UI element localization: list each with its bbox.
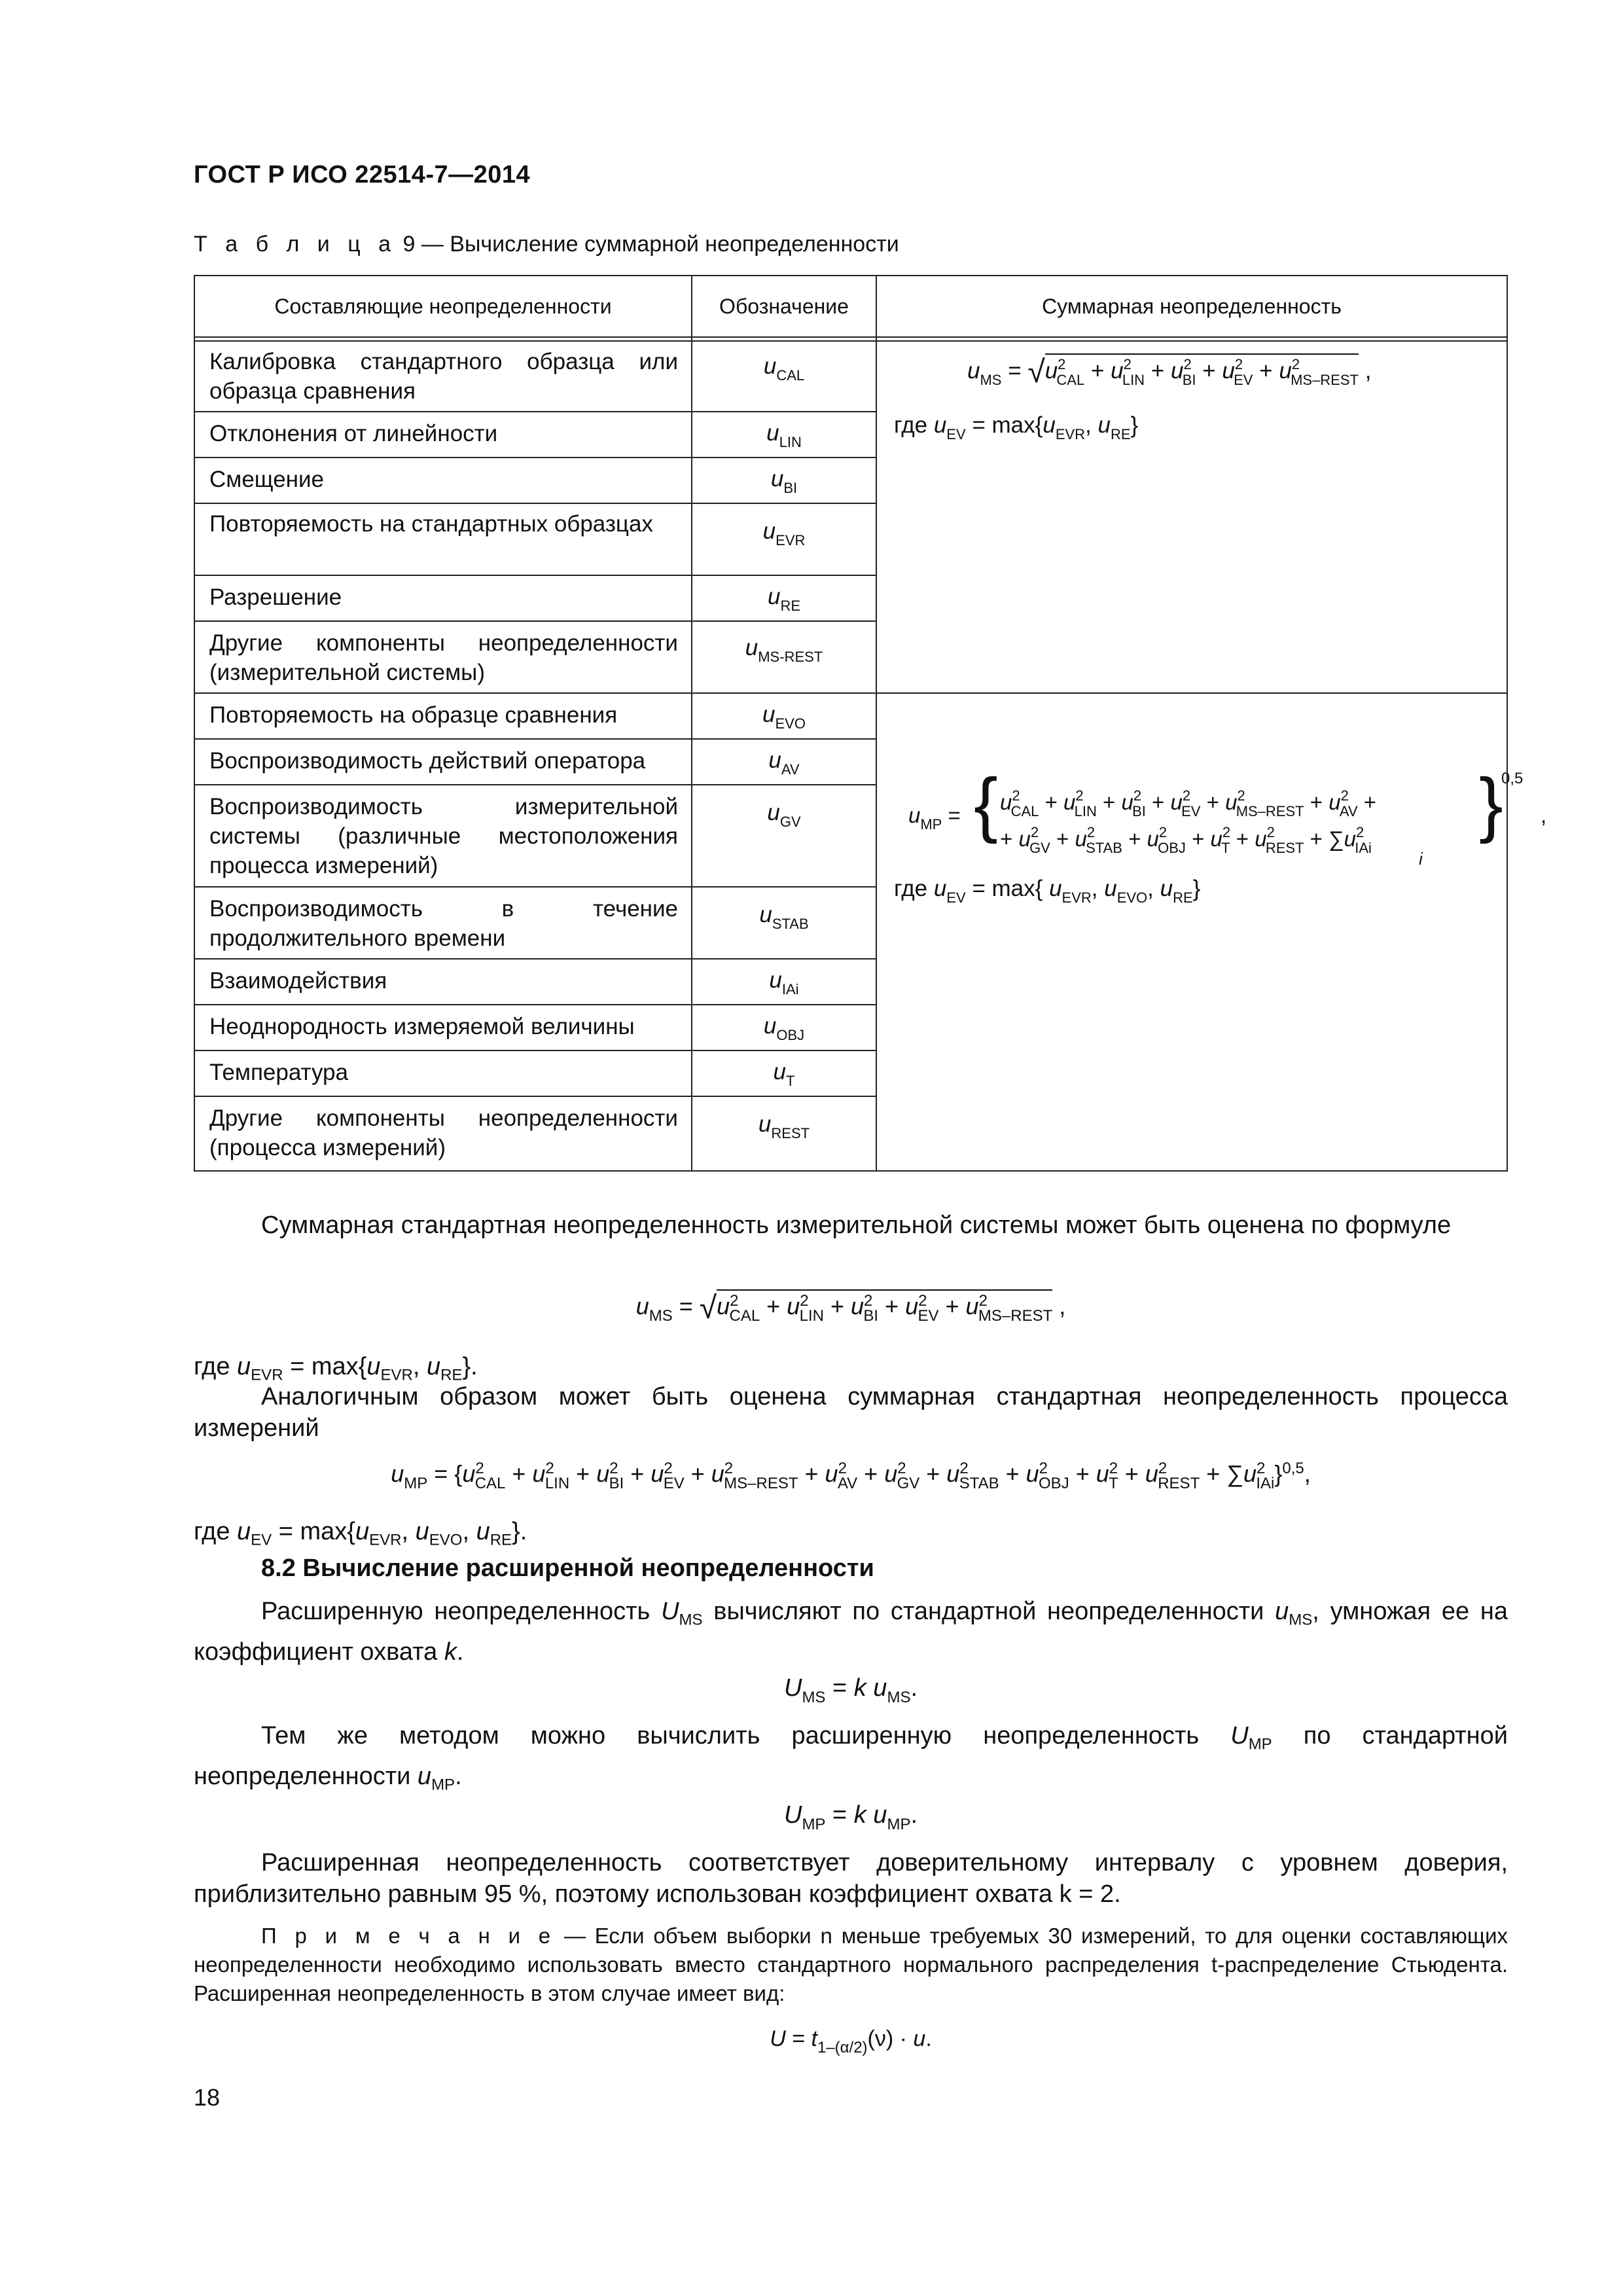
symbol-cell: $u_{RE}$ xyxy=(767,584,801,614)
symbol-cell: $u_{GV}$ xyxy=(767,800,801,830)
symbol-cell: $u_{REST}$ xyxy=(758,1111,810,1141)
paragraph-expanded-mp: Тем же методом можно вычислить расширенную неопределенность $U_{MP}$ по стандартной неопределенности $u_{MP}$. xyxy=(194,1722,1508,1794)
symbol-cell: $u_{AV}$ xyxy=(768,747,800,778)
formula-ms-where: где $u_{EV} = \max\{u_{EVR}$, $u_{RE}$} xyxy=(894,412,1139,442)
table-row: Воспроизводимость действий оператора xyxy=(209,748,646,774)
table-row: Разрешение xyxy=(209,584,342,610)
formula-ms: $u_{MS} = √u^2_{CAL} + u^2_{LIN} + u^2_{BI} + u^2_{EV} + u^2_{MS-REST}$ , xyxy=(967,355,1372,389)
formula-U-mp: $U_{MP} = k$ $u_{MP}$. xyxy=(783,1801,918,1833)
symbol-cell: $u_{LIN}$ xyxy=(766,420,802,450)
where-mp: где $u_{EV} = \max\{u_{EVR}$, $u_{EVO}$, $u_{RE}$}. xyxy=(194,1518,527,1549)
table-row: Калибровка стандартного образца или образца сравнения xyxy=(209,349,678,404)
formula-student: $U = t_{1-(\alpha/2)}(\nu) \cdot u$. xyxy=(770,2026,932,2056)
table-row: Отклонения от линейности xyxy=(209,421,498,446)
note: П р и м е ч а н и е — Если объем выборки n меньше требуемых 30 измерений, то для оценки составляющих неопределенности необходимо использовать вместо стандартного нормального распределения t-распределение Стьюдента. Расширенная неопределенность в этом случае имеет вид: xyxy=(194,1924,1508,2005)
table-row: Другие компоненты неопределенности (измерительной системы) xyxy=(209,630,678,685)
symbol-cell: $u_{BI}$ xyxy=(770,466,798,496)
document-header: ГОСТ Р ИСО 22514-7—2014 xyxy=(194,161,531,188)
table-row: Воспроизводимость в течение продолжительного времени xyxy=(209,896,678,951)
table-row: Повторяемость на образце сравнения xyxy=(209,702,618,728)
table-row: Неоднородность измеряемой величины xyxy=(209,1014,635,1039)
page-number: 18 xyxy=(194,2084,221,2111)
where-ms: где $u_{EVR} = \max\{u_{EVR}$, $u_{RE}$}. xyxy=(194,1353,478,1384)
symbol-cell: $u_{MS-REST}$ xyxy=(745,635,823,665)
paragraph-mp: Аналогичным образом может быть оценена суммарная стандартная неопределенность процесса измерений xyxy=(194,1383,1508,1442)
paragraph-expanded-ms: Расширенную неопределенность $U_{MS}$ вычисляют по стандартной неопределенности $u_{MS}$, умножая ее на коэффициент охвата k. xyxy=(194,1598,1508,1666)
formula-mp-where: где $u_{EV} = \max${ $u_{EVR}$, $u_{EVO}$, $u_{RE}$} xyxy=(894,876,1201,906)
col-header-components: Составляющие неопределенности xyxy=(274,294,612,318)
uncertainty-table: Составляющие неопределенности Обозначение Суммарная неопределенность Калибровка стандартного образца или образца сравнения Отклонения от линейности Смещение Повторяемость на стандартных образцах Разрешение Другие компоненты неопределенности (измерительной системы) Повторяемость на образце сравнения Воспроизводимость действий оператора Воспроизводимость измерительной системы (различные местоположения процесса измерений) Воспроизводимость в течение продолжительного времени Взаимодействия Неоднородность измеряемой величины Температура Другие компоненты неопределенности (процесса измерений) $u_{CAL}$ $u_{LIN}$ $u_{BI}$ $u_{EVR}$ $u_{RE}$ $u_{MS-REST}$ $u_{EVO}$ $u_{AV}$ $u_{GV}$ $u_{STAB}$ $u_{IAi}$ $u_{OBJ}$ $u_T$ $u_{REST}$ $u_{MS} = √u^2_{CAL} + u^2_{LIN} + u^2_{BI} + u^2_{EV} + u^2_{MS-REST}$ , где $u_{EV} = \max\{u_{EVR}$, $u_{RE}$} $u_{MP}$ = { $u^2_{CAL} + u^2_{LIN} + u^2_{BI} + u^2_{EV} + u^2_{MS-REST} + u^2_{AV}$ + + $u^2_{GV} + u^2_{STAB} + u^2_{OBJ} + u^2_T + u^2_{REST} + \sum u^2_{IAi}$ i } 0,5 , где $u_{EV} = \max${ $u_{EVR}$, $u_{EVO}$, $u_{RE}$} xyxy=(194,275,1508,1172)
table-row: Воспроизводимость измерительной системы (различные местоположения процесса измерений) xyxy=(209,794,678,878)
section-heading: 8.2 Вычисление расширенной неопределенности xyxy=(261,1554,874,1582)
paragraph-confidence: Расширенная неопределенность соответствует доверительному интервалу с уровнем доверия, приблизительно равным 95 %, поэтому использован коэффициент охвата k = 2. xyxy=(194,1849,1508,1908)
table-row: Смещение xyxy=(209,467,325,492)
symbol-cell: $u_{CAL}$ xyxy=(763,353,805,384)
symbol-cell: $u_{IAi}$ xyxy=(769,967,799,997)
symbol-cell: $u_{OBJ}$ xyxy=(763,1013,805,1043)
formula-mp-body: $u_{MP} = \{u^2_{CAL} + u^2_{LIN} + u^2_{BI} + u^2_{EV} + u^2_{MS-REST} + u^2_{AV} + u^2_{GV} + u^2_{STAB} + u^2_{OBJ} + u^2_T + u^2_{REST} + \sum u^2_{IAi}\}^{0,5}$, xyxy=(391,1460,1311,1492)
formula-ms-body: $u_{MS} = √u^2_{CAL} + u^2_{LIN} + u^2_{BI} + u^2_{EV} + u^2_{MS-REST}$ , xyxy=(635,1291,1066,1325)
table-caption: Т а б л и ц а 9 — Вычисление суммарной неопределенности xyxy=(194,232,899,257)
table-row: Другие компоненты неопределенности (процесса измерений) xyxy=(209,1105,678,1160)
paragraph-ms: Суммарная стандартная неопределенность измерительной системы может быть оценена по формуле xyxy=(261,1211,1452,1239)
symbol-cell: $u_{EVO}$ xyxy=(762,702,806,732)
symbol-cell: $u_{EVR}$ xyxy=(762,518,806,548)
table-row: Взаимодействия xyxy=(209,968,387,994)
table-row: Повторяемость на стандартных образцах xyxy=(209,511,653,537)
col-header-total: Суммарная неопределенность xyxy=(1042,294,1342,318)
col-header-symbol: Обозначение xyxy=(719,294,849,318)
symbol-cell: $u_T$ xyxy=(773,1059,795,1089)
symbol-cell: $u_{STAB}$ xyxy=(759,902,809,932)
formula-U-ms: $U_{MS} = k$ $u_{MS}$. xyxy=(783,1674,918,1706)
table-row: Температура xyxy=(209,1060,348,1085)
